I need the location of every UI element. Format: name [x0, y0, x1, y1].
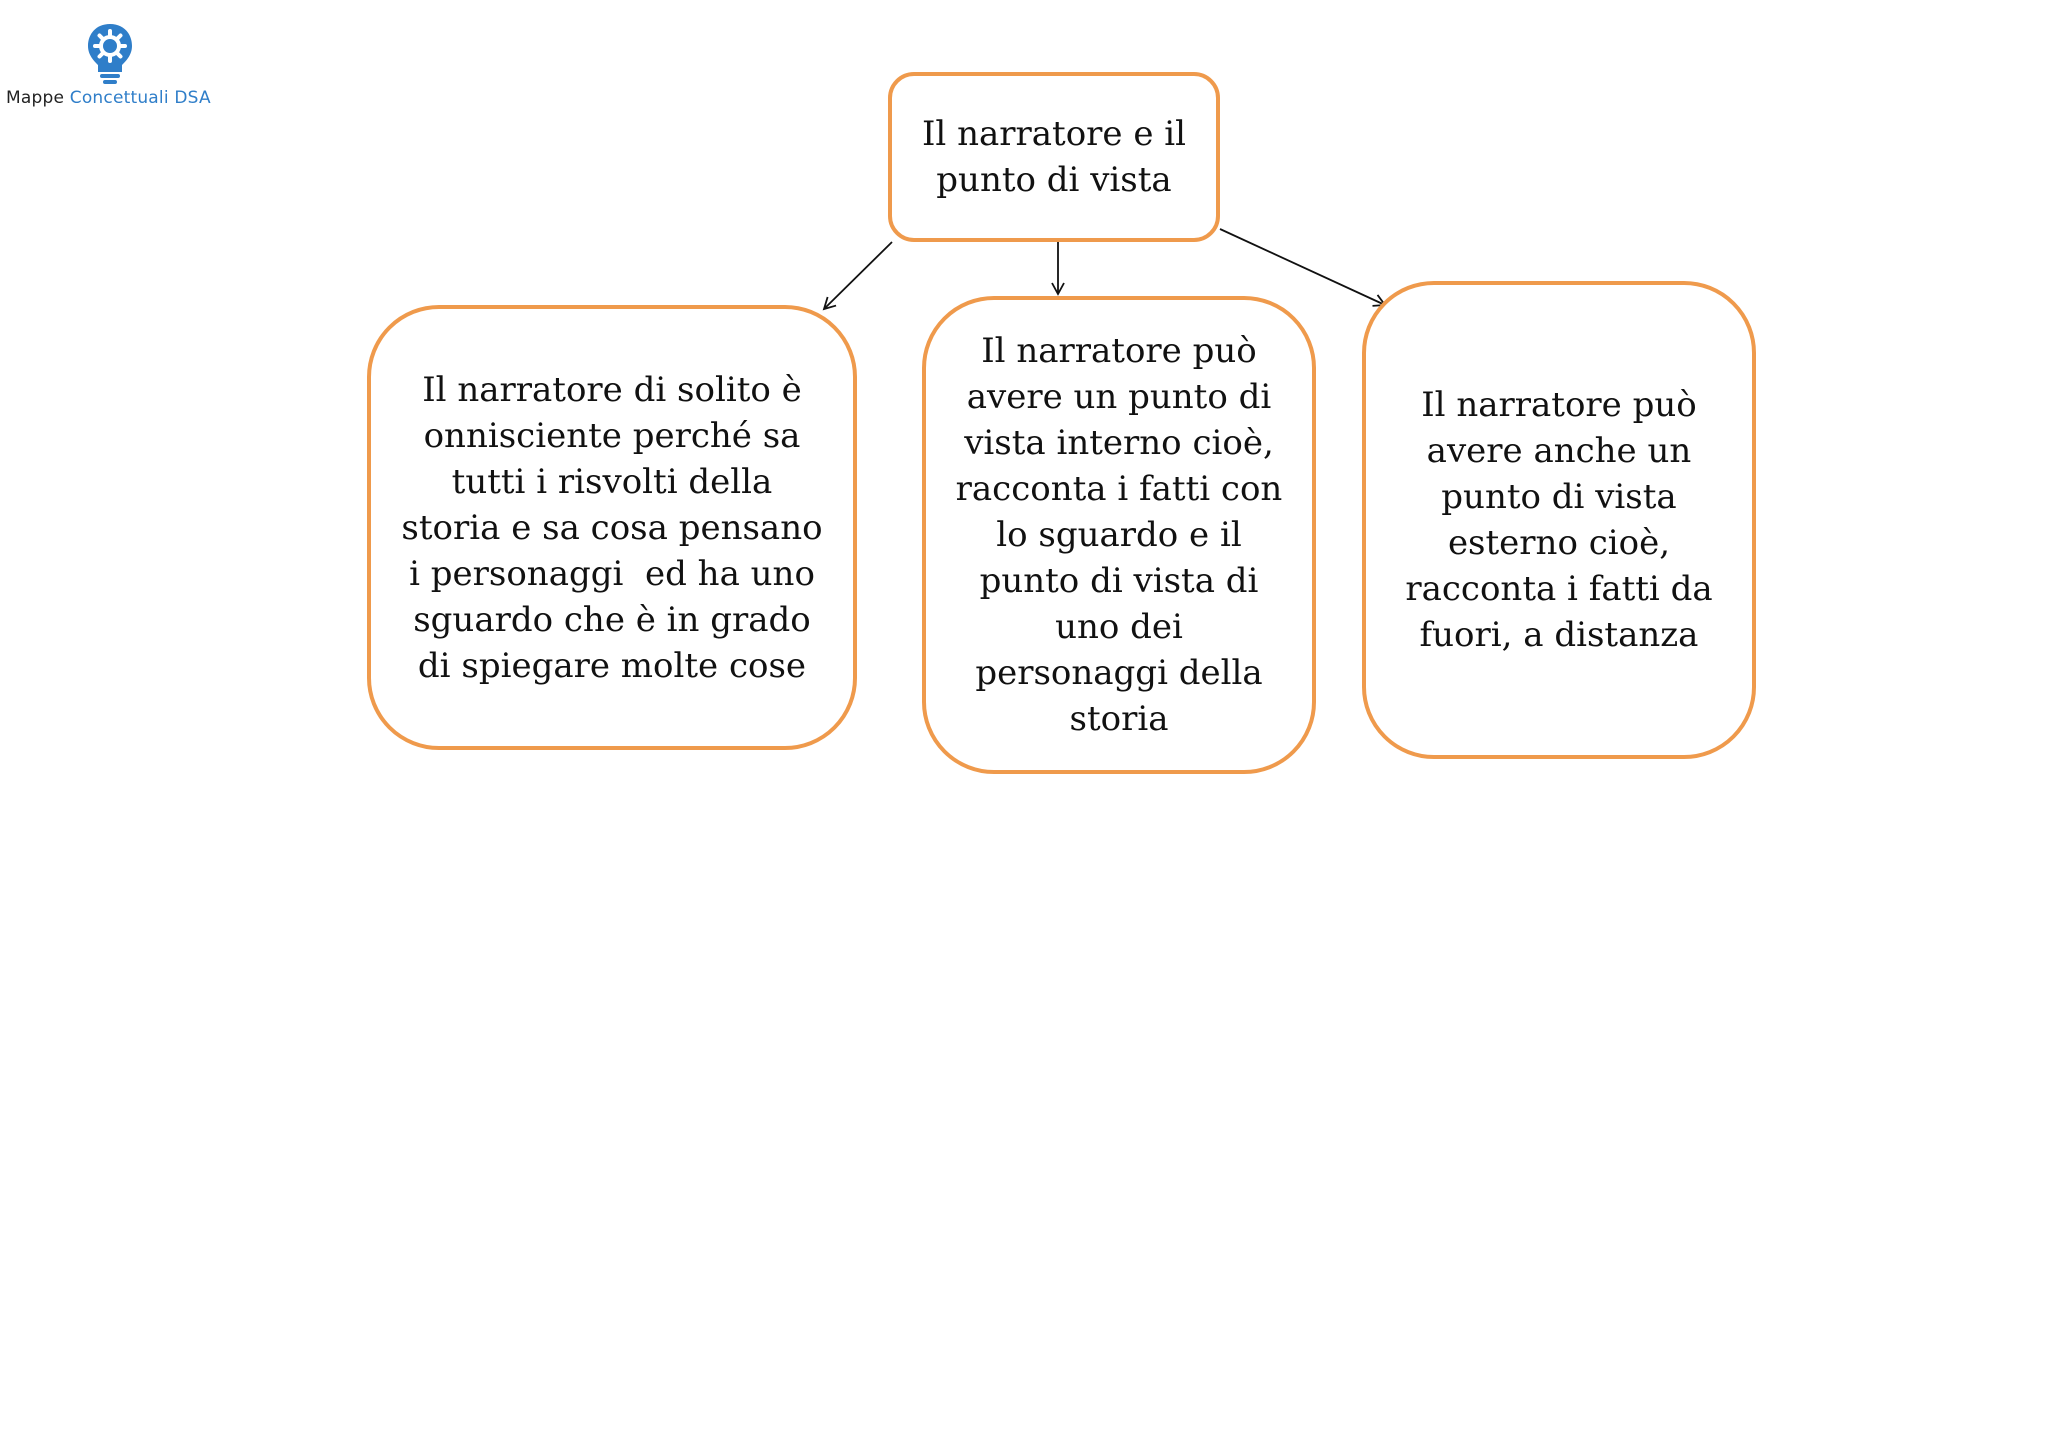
child-line: avere anche un — [1426, 431, 1692, 471]
edge-root-child-3 — [1220, 229, 1385, 305]
root-node — [888, 72, 1220, 242]
child-line: personaggi della — [975, 653, 1263, 693]
child-line: fuori, a distanza — [1419, 615, 1699, 655]
logo-word-concettuali: Concettuali DSA — [69, 88, 211, 108]
root-line: punto di vista — [936, 160, 1172, 200]
child-node-text — [956, 328, 1283, 742]
child-line: punto di vista — [1441, 477, 1677, 517]
child-line: storia — [1069, 699, 1169, 739]
child-line: storia e sa cosa pensano — [401, 507, 823, 548]
logo-word-mappe: Mappe — [6, 88, 65, 108]
edge-root-child-1 — [824, 242, 892, 309]
root-node-text — [922, 111, 1186, 203]
child-line: Il narratore può — [1421, 385, 1697, 425]
child-line: di spiegare molte cose — [417, 645, 807, 686]
child-node-interno — [922, 296, 1316, 774]
child-node-text — [1405, 382, 1712, 658]
child-line: punto di vista di — [979, 561, 1259, 601]
child-line: racconta i fatti con — [955, 469, 1283, 509]
child-line: tutti i risvolti della — [451, 461, 773, 502]
child-line: Il narratore di solito è — [422, 369, 802, 410]
child-line: Il narratore può — [981, 331, 1257, 371]
child-line: vista interno cioè, — [964, 423, 1274, 463]
child-line: onnisciente perché sa — [423, 415, 801, 456]
child-line: esterno cioè, — [1447, 523, 1671, 563]
child-line: lo sguardo e il — [996, 515, 1242, 555]
child-line: i personaggi ed ha uno — [409, 553, 815, 594]
child-line: uno dei — [1055, 607, 1183, 647]
child-node-text — [401, 367, 822, 689]
child-node-esterno — [1362, 281, 1756, 759]
child-line: avere un punto di — [966, 377, 1272, 417]
child-line: racconta i fatti da — [1405, 569, 1713, 609]
root-line: Il narratore e il — [921, 114, 1187, 154]
child-node-onnisciente — [367, 305, 857, 750]
child-line: sguardo che è in grado — [413, 599, 811, 640]
